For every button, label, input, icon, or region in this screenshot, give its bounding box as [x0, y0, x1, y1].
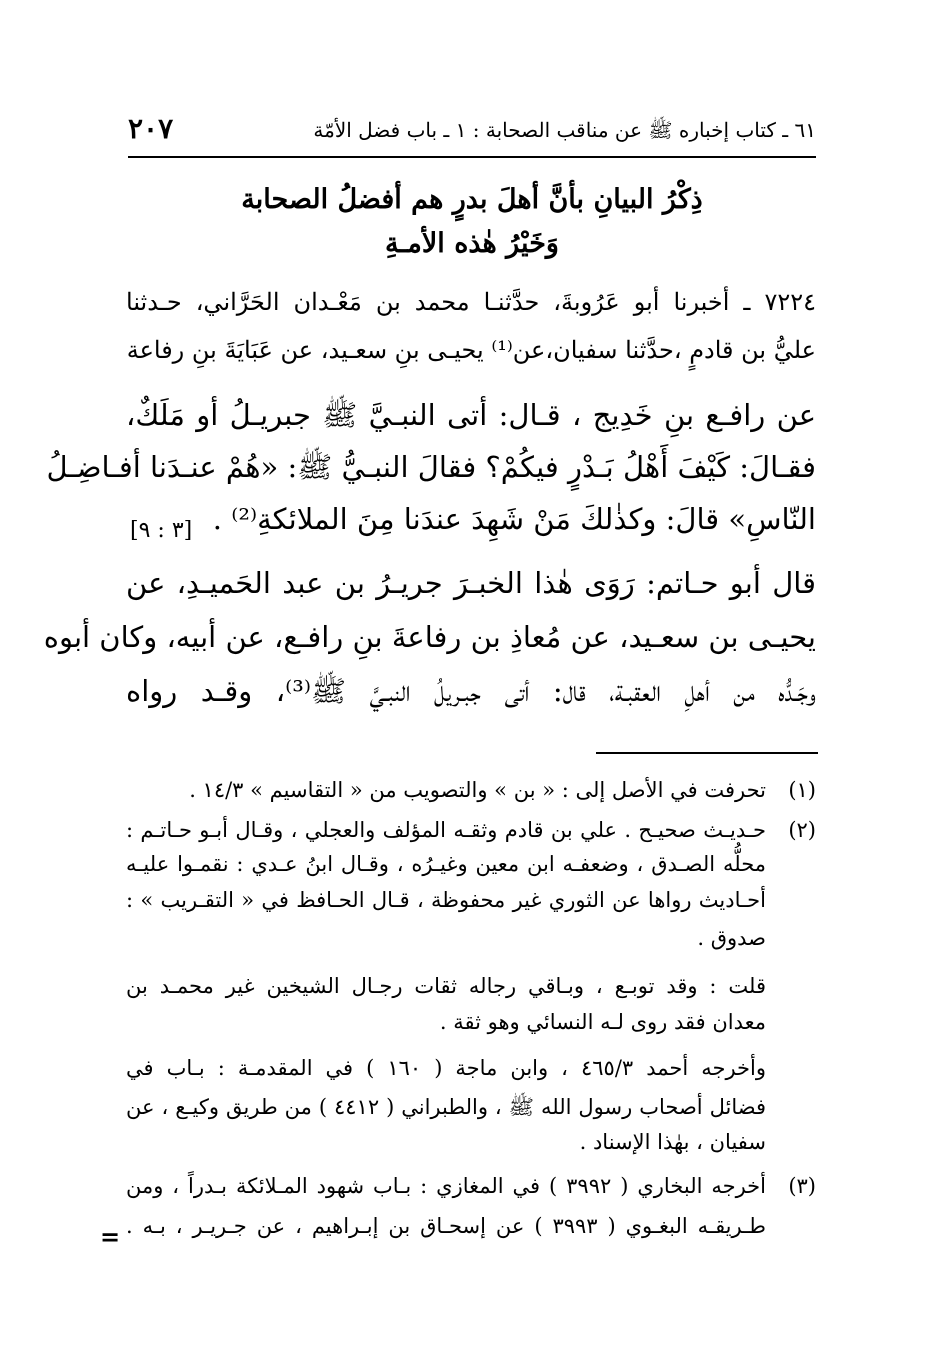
matn-line-3: النّاسِ» قالَ: وكذٰلكَ مَنْ شَهِدَ عندَنا مِنَ الملائكةِ⁽²⁾ . — [212, 502, 816, 536]
chapter-heading — [128, 178, 816, 266]
matn-line-1: عن رافـع بنِ خَدِيج ، قـال: أتى النبـيَّ ﷺ جبريـلُ أو مَلَكٌ، — [126, 398, 816, 432]
page-number: ٢٠٧ — [128, 112, 174, 145]
commentary-line-3: وجَـدُّه من أهلِ العقبـة، قال: أتى جبـريلُ النبـيَّ ﷺ⁽³⁾، وقـد رواه — [126, 674, 817, 708]
heading-line-1: ذِكْرُ البيانِ بأنَّ أهلَ بدرٍ هم أفضلُ الصحابة — [241, 184, 703, 215]
footnote-rule — [596, 752, 818, 754]
isnad-line-2: عليُّ بن قادمٍ ،حدَّثنا سفيان،عن⁽¹⁾ يحيـى بنِ سعـيد، عن عَبَايَةَ بنِ رفاعة — [126, 336, 816, 364]
verse-reference: [٣ : ٩] — [130, 518, 193, 543]
footnote-3-line-2: طـريقـه البغـوي ( ٣٩٩٣ ) عن إسحـاق بن إبـراهيم ، عن جـريـر ، بـه . — [126, 1214, 766, 1238]
footnote-2-line-2: محلُّه الصـدق ، وضعفـه ابن معين وغيـرُه ، وقـال ابنُ عـدي : نقمـوا عليـه — [126, 852, 766, 876]
header-rule — [128, 156, 816, 158]
footnote-3-line-1: أخرجه البخاري ( ٣٩٩٢ ) في المغازي : بـاب شهود المـلائكة بـدراً ، ومن — [126, 1174, 766, 1198]
footnote-2-para3-line-2: فضائل أصحاب رسول الله ﷺ ، والطبراني ( ٤٤١٢ ) من طريق وكيـع ، عن — [126, 1095, 766, 1119]
footnote-2-line-1: حـديـث صحيـح . علي بن قادم وثقـه المؤلف والعجلي ، وقـال أبـو حـاتـم : — [126, 818, 766, 842]
footnote-2-para2-line-2: معدان فقد روى لـه النسائي وهو ثقة . — [439, 1010, 766, 1034]
heading-line-2: وَخَيْرُ هٰذه الأمـةِ — [385, 228, 559, 259]
continuation-mark: = — [100, 1222, 121, 1251]
isnad-line-1: ٧٢٢٤ ـ أخبرنا أبو عَرُوبةَ، حدَّثنـا محمد بن مَعْـدان الحَرَّاني، حـدثنا — [126, 288, 816, 316]
footnote-2-para3-line-1: وأخرجه أحمد ٤٦٥/٣ ، وابن ماجة ( ١٦٠ ) في المقدمـة : بـاب في — [126, 1056, 766, 1080]
running-title: ٦١ ـ كتاب إخباره ﷺ عن مناقب الصحابة : ١ ـ باب فضل الأمّة — [313, 118, 816, 142]
commentary-line-2: يحيـى بن سعـيد، عن مُعاذِ بن رفاعةَ بنِ رافـع، عن أبيه، وكان أبوه — [43, 620, 816, 654]
footnote-3-number: (٣) — [788, 1174, 816, 1198]
footnote-2-para3-line-3: سفيان ، بهٰذا الإسناد . — [579, 1130, 766, 1154]
commentary-line-1: قال أبو حـاتم: رَوَى هٰذا الخبـرَ جريـرُ بن عبد الحَميـدِ، عن — [126, 566, 816, 600]
footnote-2-para2-line-1: قلت : وقد توبـع ، وبـاقي رجاله ثقات رجـال الشيخين غير محمـد بن — [126, 974, 766, 998]
running-header — [128, 110, 816, 160]
footnote-1-number: (١) — [788, 778, 816, 802]
footnote-2-line-3: أحـاديث رواها عن الثوري غير محفوظة ، قـال الحـافظ في « التقـريب » : — [126, 888, 766, 912]
footnote-2-number: (٢) — [788, 818, 816, 842]
matn-line-2: فقـالَ: كَيْفَ أَهْلُ بَـدْرٍ فيكُمْ؟ فقالَ النبـيُّ ﷺ: «هُمْ عنـدَنا أفـاضِـلُ — [46, 450, 816, 484]
footnote-2-line-4: صدوق . — [697, 926, 766, 950]
footnote-1-text: تحرفت في الأصل إلى : « بن » والتصويب من « التقاسيم » ١٤/٣ . — [189, 778, 766, 802]
